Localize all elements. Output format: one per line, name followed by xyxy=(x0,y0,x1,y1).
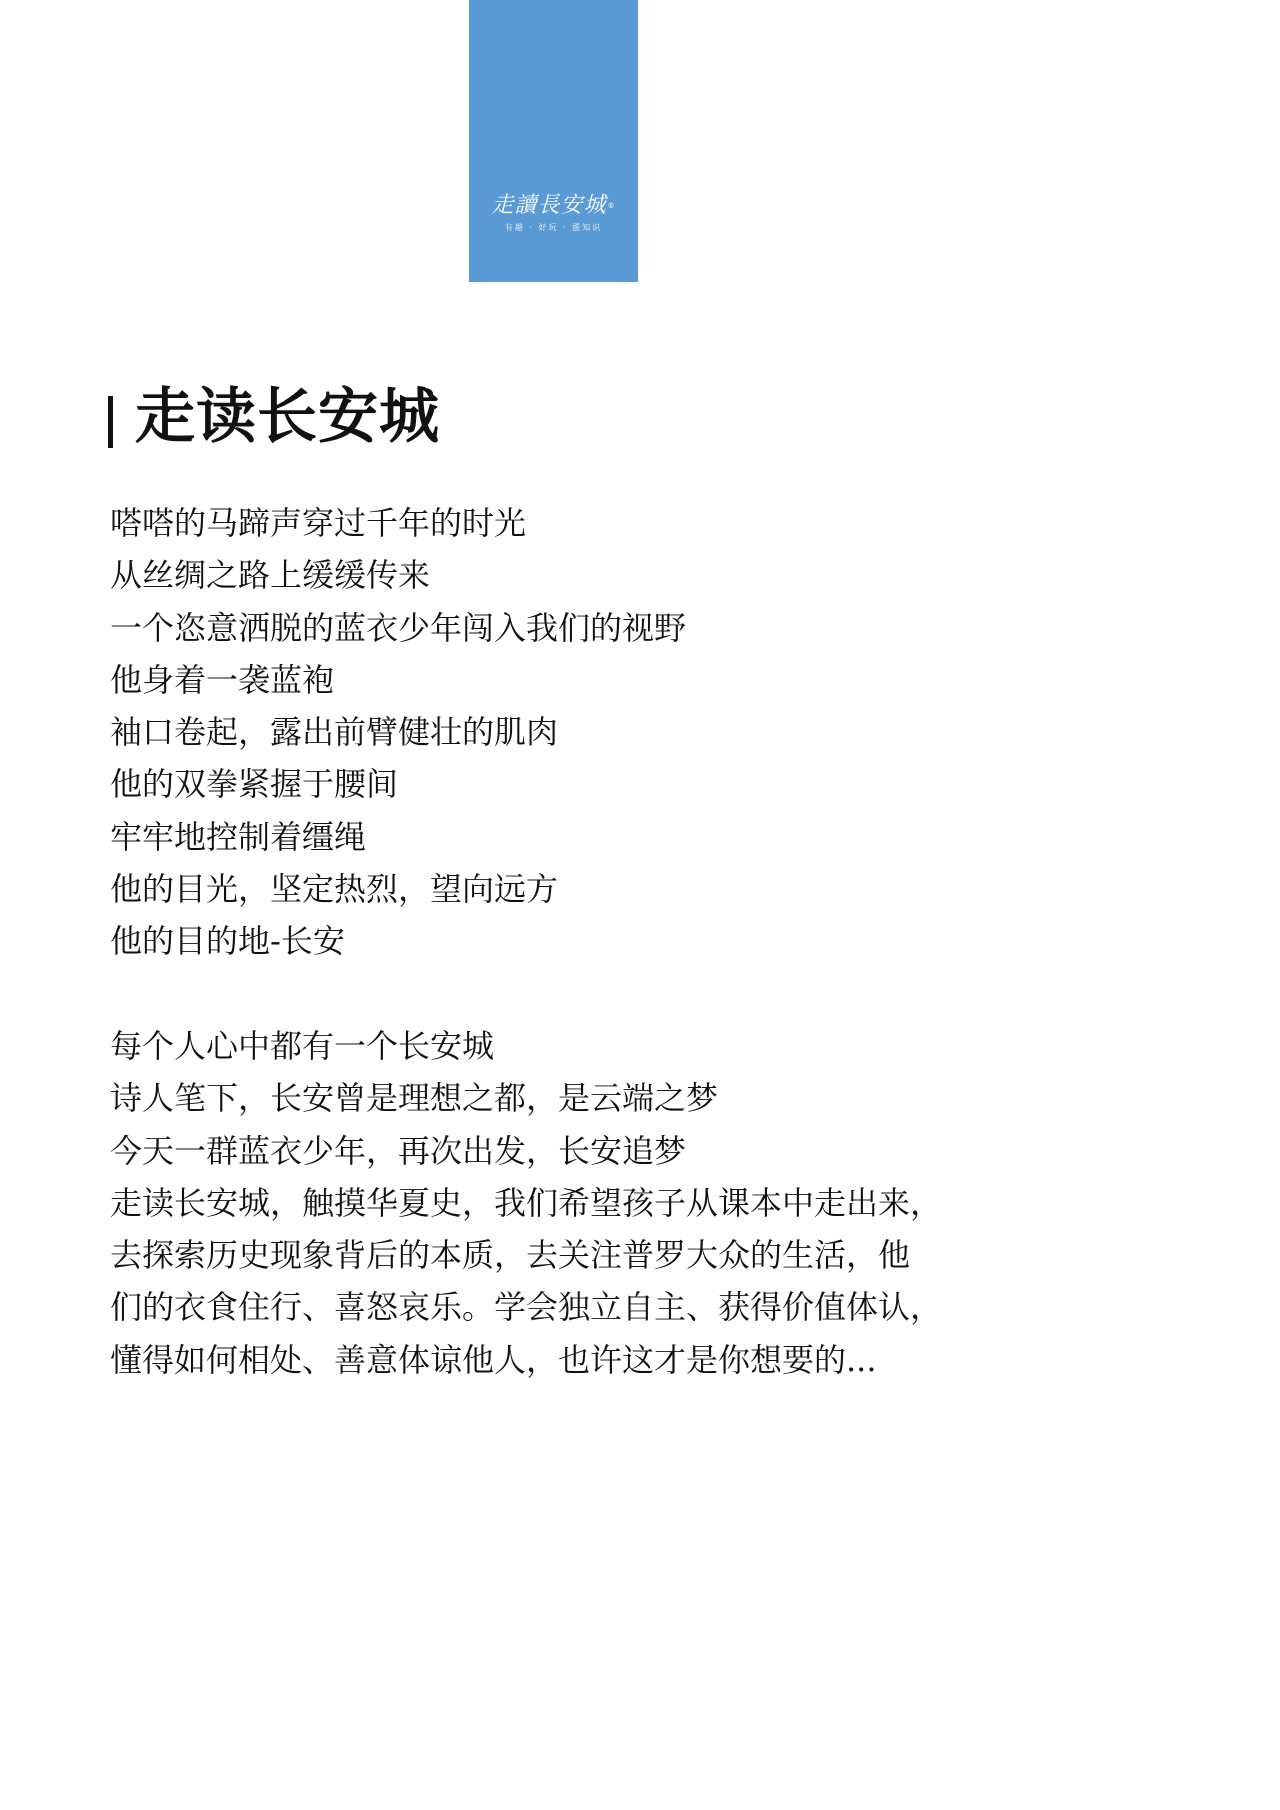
text-line: 每个人心中都有一个长安城 xyxy=(110,1026,495,1065)
text-line: 今天一群蓝衣少年，再次出发，长安追梦 xyxy=(110,1131,687,1170)
text-line: 嗒嗒的马蹄声穿过千年的时光 xyxy=(110,504,527,542)
page-title: 走读长安城 xyxy=(135,382,440,452)
page-heading xyxy=(108,383,440,451)
text-line: 他的双拳紧握于腰间 xyxy=(110,765,399,804)
text-line: 一个恣意洒脱的蓝衣少年闯入我们的视野 xyxy=(110,608,687,647)
text-line: 诗人笔下，长安曾是理想之都，是云端之梦 xyxy=(110,1079,719,1118)
text-line: 他身着一袭蓝袍 xyxy=(110,660,335,699)
text-line: 们的衣食住行、喜怒哀乐。学会独立自主、获得价值体认， xyxy=(110,1288,943,1327)
logo-banner xyxy=(469,0,638,282)
text-line: 他的目光，坚定热烈，望向远方 xyxy=(110,870,559,909)
registered-mark: ® xyxy=(607,202,616,210)
article-body xyxy=(110,497,1010,1386)
logo-name: 走讀長安城 xyxy=(491,193,607,218)
text-line: 牢牢地控制着缰绳 xyxy=(110,817,367,856)
stanza-gap xyxy=(110,968,1010,1020)
text-line: 懂得如何相处、善意体谅他人，也许这才是你想要的... xyxy=(110,1340,877,1379)
heading-accent-bar xyxy=(108,396,113,448)
text-line: 走读长安城，触摸华夏史，我们希望孩子从课本中走出来， xyxy=(110,1183,943,1222)
text-line: 他的目的地-长安 xyxy=(110,922,345,961)
text-line: 袖口卷起，露出前臂健壮的肌肉 xyxy=(110,713,559,752)
brand-logo xyxy=(469,192,638,234)
text-line: 从丝绸之路上缓缓传来 xyxy=(110,556,431,595)
logo-tagline: 有趣 · 好玩 · 漲知识 xyxy=(504,223,603,232)
stanza-2 xyxy=(110,1020,1010,1386)
text-line: 去探索历史现象背后的本质，去关注普罗大众的生活，他 xyxy=(110,1236,911,1275)
stanza-1 xyxy=(110,497,1010,968)
